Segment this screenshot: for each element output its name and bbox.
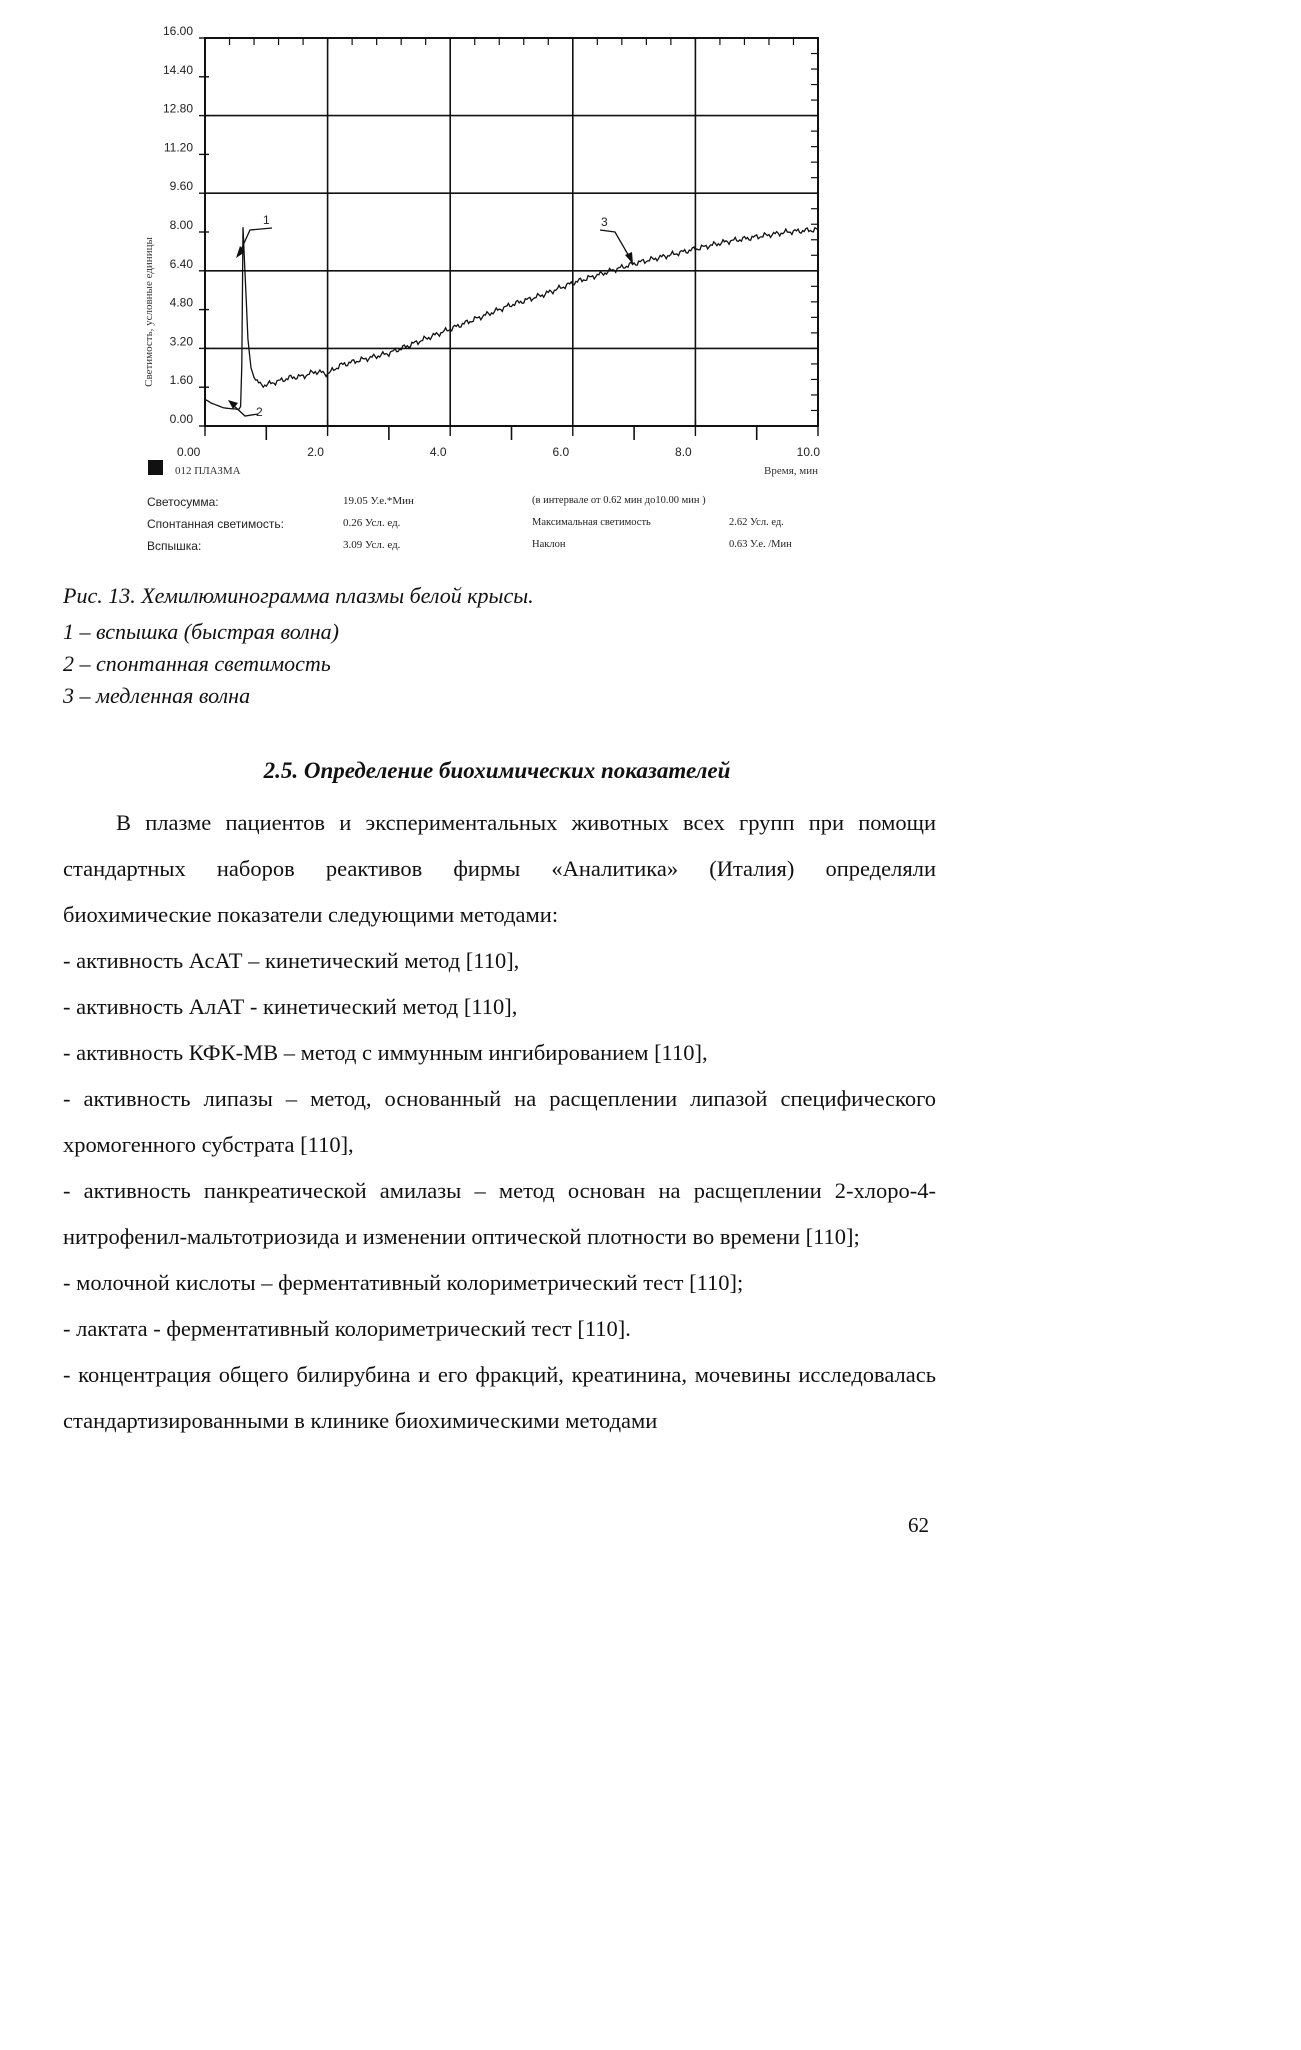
y-tick-label: 1.60 [169,373,193,388]
y-axis-label: Светимость, условные единицы [143,237,155,387]
annotation-arrowhead [625,252,633,264]
x-tick-label: 10.0 [796,445,820,459]
y-tick-label: 11.20 [163,140,193,155]
y-tick-label: 3.20 [169,334,193,349]
y-tick-label: 8.00 [169,218,193,232]
y-tick-label: 6.40 [169,256,193,271]
page-number: 62 [908,1513,929,1537]
paragraph: - активность липазы – метод, основанный на расщеплении липазой специфического хромогенного субстрата [110], [63,1086,936,1157]
chart-svg [0,0,994,575]
stats-row [147,517,827,539]
stat-value-2: 2.62 Усл. ед. [729,517,784,528]
chart-stats [147,495,827,561]
x-tick-label: 8.0 [675,445,692,459]
paragraph: - активность АлАТ - кинетический метод [110], [63,994,518,1019]
legend-entry: 012 ПЛАЗМА [175,465,241,477]
y-tick-label: 16.00 [162,24,193,38]
annotation-arrow [232,404,258,416]
stat-value: 0.26 Усл. ед. [343,517,401,529]
paragraph: - лактата - ферментативный колориметрический тест [110]. [63,1316,631,1341]
annotation-label: 1 [263,213,270,227]
stat-label-2: (в интервале от 0.62 мин до10.00 мин ) [532,495,706,506]
annotation-label: 3 [601,215,608,229]
y-tick-label: 14.40 [162,62,193,77]
caption-title: Рис. 13. Хемилюминограмма плазмы белой крысы. [63,583,534,608]
legend-swatch [148,460,163,475]
chemiluminogram-figure [0,0,994,575]
caption-item: 3 – медленная волна [63,683,251,708]
stat-value-2: 0.63 У.е. /Мин [729,539,792,550]
stat-label: Спонтанная светимость: [147,517,284,531]
x-tick-label: 4.0 [429,445,447,459]
stat-label: Светосумма: [147,495,219,509]
paragraph: - активность АсАТ – кинетический метод [110], [63,948,520,973]
paragraph: - концентрация общего билирубина и его фракций, креатинина, мочевины исследовалась стандартизированными в клинике биохимическими методами [63,1362,936,1433]
stats-row [147,495,827,517]
y-tick-label: 9.60 [169,179,193,194]
paragraph: - активность панкреатической амилазы – метод основан на расщеплении 2-хлоро-4-нитрофенил-мальтотриозида и изменении оптической плотности во времени [110]; [63,1178,936,1249]
series-line [205,227,818,409]
stat-label-2: Максимальная светимость [532,517,651,528]
stat-value: 3.09 Усл. ед. [343,539,401,551]
y-tick-label: 4.80 [169,295,193,310]
plot-frame [205,38,818,426]
stat-value: 19.05 У.е.*Мин [343,495,414,507]
stats-row [147,539,827,561]
caption-item: 2 – спонтанная светимость [63,651,331,676]
body-text [63,800,936,1444]
x-tick-label: 2.0 [307,445,324,459]
paragraph: - активность КФК-МВ – метод с иммунным ингибированием [110], [63,1040,708,1065]
caption-item: 1 – вспышка (быстрая волна) [63,619,339,644]
paragraph: - молочной кислоты – ферментативный колориметрический тест [110]; [63,1270,744,1295]
stat-label-2: Наклон [532,539,566,550]
x-tick-label: 0.00 [177,445,201,459]
x-axis-label: Время, мин [764,465,818,477]
section-title: 2.5. Определение биохимических показателей [263,758,731,783]
annotation-arrow [600,230,630,258]
figure-caption [63,582,943,714]
annotation-arrow [240,228,272,252]
y-tick-label: 0.00 [169,412,193,426]
stat-label: Вспышка: [147,539,202,553]
paragraph: В плазме пациентов и экспериментальных животных всех групп при помощи стандартных наборов реактивов фирмы «Аналитика» (Италия) определяли биохимические показатели следующими методами: [63,810,936,927]
x-tick-label: 6.0 [552,445,570,459]
annotation-label: 2 [256,405,263,419]
y-tick-label: 12.80 [162,101,193,116]
